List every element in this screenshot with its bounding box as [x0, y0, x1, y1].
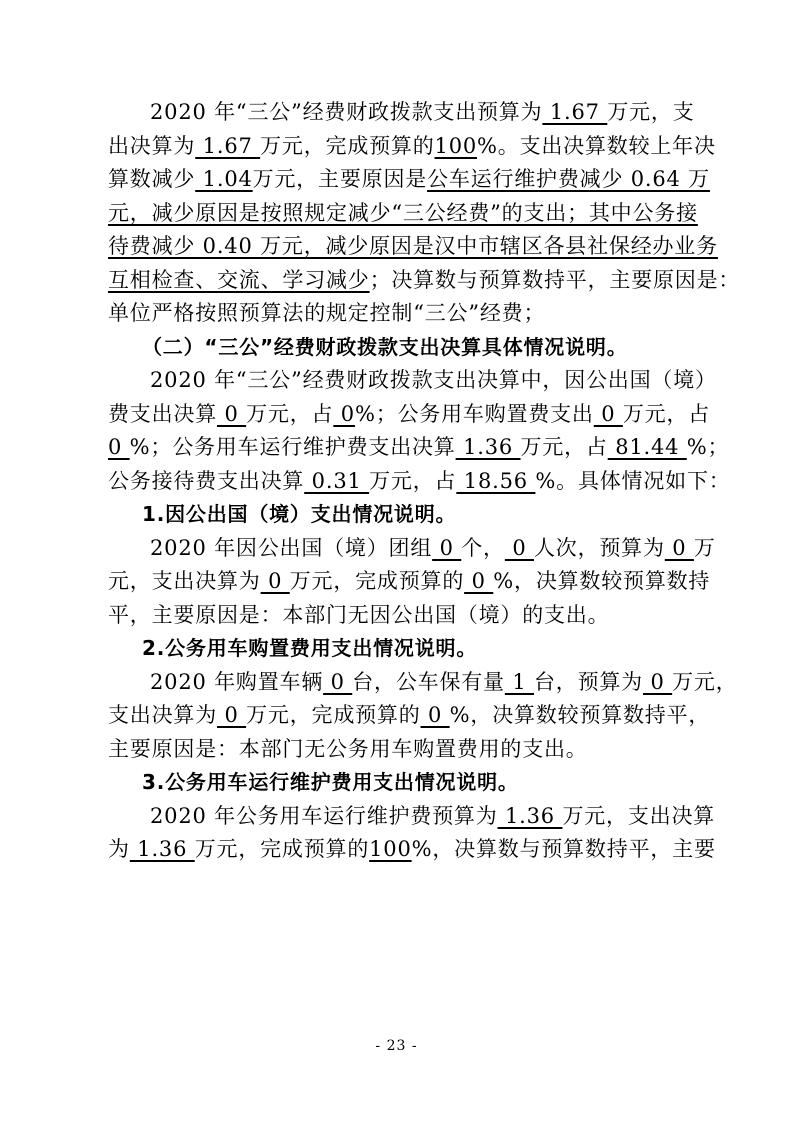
text-line [108, 297, 698, 331]
section-heading: （二）“三公”经费财政拨款支出决算具体情况说明。 [142, 334, 628, 359]
underlined-value: 1.36 [129, 837, 195, 861]
page-number: - 23 - [375, 1038, 418, 1054]
underlined-value: 0 [642, 669, 673, 694]
underlined-value: 1 [504, 669, 534, 694]
text-line [108, 699, 711, 733]
underlined-value: 100 [369, 837, 412, 861]
text-line [108, 398, 711, 432]
underlined-value: 0 [664, 535, 694, 560]
text-line [108, 230, 718, 264]
underlined-value: 1.36 [497, 803, 563, 828]
text-span: 单位严格按照预算法的规定控制“三公”经费； [108, 301, 546, 325]
subsection-heading: 1.因公出国（境）支出情况说明。 [142, 502, 457, 526]
text-line [108, 666, 738, 700]
text-line [108, 96, 698, 130]
text-span: %，决算数较预算数持 [493, 569, 711, 593]
text-span: 元，支出决算为 [108, 569, 261, 593]
text-line: 主要原因是：本部门无公务用车购置费用的支出。 [108, 736, 588, 761]
underlined-value: 81.44 [607, 435, 687, 459]
underlined-value: 0 [217, 401, 247, 426]
text-span: 万元，主要原因是 [252, 167, 428, 191]
text-line [108, 130, 716, 164]
text-span: 万元，占 [246, 401, 334, 426]
text-line [108, 431, 730, 465]
text-span: 万元，占 [520, 435, 608, 459]
underlined-value: 0 [593, 401, 623, 426]
text-span: 台，公车保有量 [352, 669, 505, 694]
text-span: 万元，完成预算的 [260, 133, 435, 158]
text-span: %，决算数与预算数持平，主要 [411, 837, 716, 861]
text-span: 算数减少 [108, 167, 196, 191]
underlined-value: 1.36 [455, 435, 521, 459]
underlined-value: 0 [323, 669, 353, 694]
text-span: %，决算数较预算数持平， [449, 703, 711, 727]
underlined-value: 0 [217, 703, 247, 727]
text-span: %；公务用车购置费支出 [354, 401, 594, 426]
text-span: 万元，占 [369, 468, 457, 493]
text-span: 万元，完成预算的 [246, 703, 421, 727]
text-span: %。支出决算数较上年决 [477, 133, 716, 158]
text-span: 费支出决算 [108, 401, 217, 426]
text-span: 个， [461, 535, 505, 560]
underlined-value: 18.56 [456, 468, 536, 493]
underlined-value: 0 [108, 435, 130, 459]
text-span: 2020 年因公出国（境）团组 [150, 535, 433, 560]
text-line [108, 197, 698, 231]
underlined-value: 1.67 [195, 133, 261, 158]
underlined-value: 1.67 [542, 100, 608, 124]
text-line: 2020 年“三公”经费财政拨款支出决算中，因公出国（境） [150, 368, 717, 392]
text-line [108, 565, 711, 599]
text-line [108, 532, 716, 566]
underlined-reason: 元，减少原因是按照规定减少“三公经费”的支出；其中公务接 [108, 200, 698, 225]
text-span: 万 [693, 535, 716, 560]
text-span: ；决算数与预算数持平，主要原因是： [369, 267, 741, 292]
text-span: 万元，完成预算的 [289, 569, 465, 593]
underlined-reason: 公车运行维护费减少 0.64 万 [427, 167, 710, 191]
text-span: 支出决算为 [108, 703, 217, 727]
text-line [108, 163, 710, 197]
underlined-value: 0 [420, 703, 450, 727]
underlined-reason: 互相检查、交流、学习减少 [108, 267, 370, 292]
text-span: 2020 年购置车辆 [150, 669, 324, 694]
underlined-value: 100 [434, 133, 478, 158]
text-span: 公务接待费支出决算 [108, 468, 305, 493]
document-body [108, 96, 741, 867]
text-span: 万元，支 [607, 100, 695, 124]
text-span: 2020 年“三公”经费财政拨款支出预算为 [150, 100, 543, 124]
subsection-heading: 2.公务用车购置费用支出情况说明。 [142, 636, 478, 660]
text-line [108, 465, 731, 499]
underlined-value: 1.04 [195, 167, 253, 191]
text-line [108, 264, 741, 298]
text-span: %。具体情况如下： [535, 468, 731, 493]
text-span: 2020 年公务用车运行维护费预算为 [150, 803, 498, 828]
underlined-value: 0 [432, 535, 462, 560]
text-span: 出决算为 [108, 133, 196, 158]
subsection-heading: 3.公务用车运行维护费用支出情况说明。 [142, 770, 519, 794]
text-span: 万元，占 [622, 401, 711, 426]
text-line [108, 833, 716, 867]
text-span: %； [686, 435, 730, 459]
underlined-reason: 待费减少 0.40 万元，减少原因是汉中市辖区各县社保经办业务 [108, 234, 718, 258]
text-span: 为 [108, 837, 130, 861]
text-span: 人次，预算为 [533, 535, 665, 560]
text-span: %；公务用车运行维护费支出决算 [129, 435, 456, 459]
underlined-value: 0.31 [304, 468, 370, 493]
text-span: 万元，完成预算的 [194, 837, 370, 861]
underlined-value: 0 [333, 401, 355, 426]
text-span: 台，预算为 [533, 669, 643, 694]
underlined-value: 0 [260, 569, 290, 593]
underlined-value: 0 [464, 569, 494, 593]
text-line: 平，主要原因是：本部门无因公出国（境）的支出。 [108, 602, 610, 627]
text-span: 万元，支出决算 [562, 803, 716, 828]
text-line [108, 800, 716, 834]
underlined-value: 0 [504, 535, 534, 560]
text-span: 万元， [672, 669, 738, 694]
